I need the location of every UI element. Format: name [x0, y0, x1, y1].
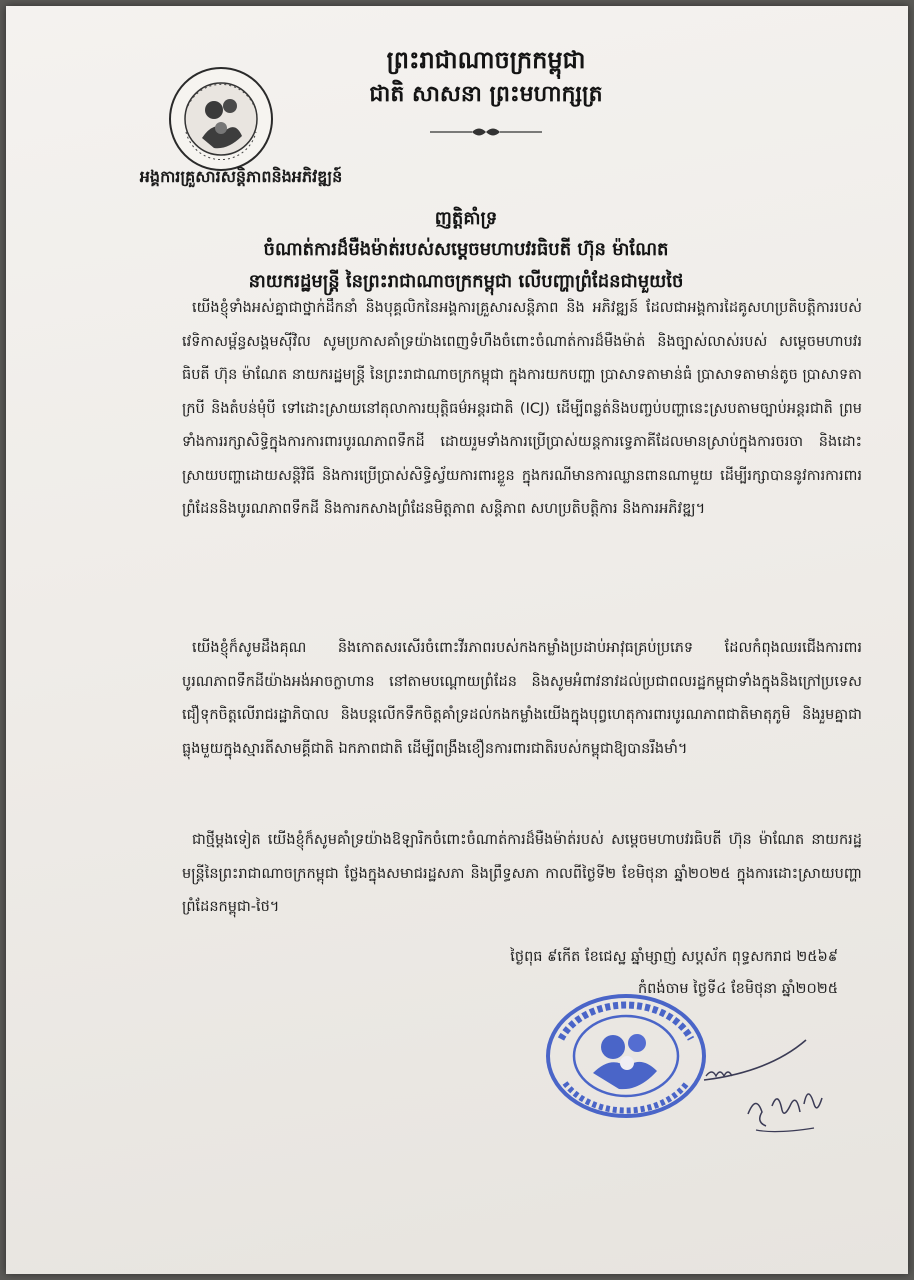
- document-title: [106, 204, 826, 298]
- kingdom-header: [306, 42, 666, 110]
- title-line-2: នាយករដ្ឋមន្ត្រី នៃព្រះរាជាណាចក្រកម្ពុជា លើបញ្ហាព្រំដែនជាមួយថៃ: [248, 271, 684, 292]
- kingdom-title: ព្រះរាជាណាចក្រកម្ពុជា: [386, 45, 586, 74]
- paragraph-3: ជាថ្មីម្តងទៀត យើងខ្ញុំក៏សូមគាំទ្រយ៉ាងឱឡារិកចំពោះចំណាត់ការដ៏មឺងម៉ាត់របស់ សម្តេចមហាបវរធិបតី ហ៊ុន ម៉ាណែត នាយករដ្ឋមន្ត្រីនៃព្រះរាជាណាចក្រកម្ពុជា ថ្លែងក្នុងសមាជរដ្ឋសភា និងព្រឹទ្ធសភា កាលពីថ្ងៃទី២ ខែមិថុនា ឆ្នាំ២០២៥ ក្នុងការដោះស្រាយបញ្ហាព្រំដែនកម្ពុជា-ថៃ។: [182, 832, 862, 915]
- paragraph-2: យើងខ្ញុំក៏សូមដឹងគុណ និងកោតសរសើរចំពោះវីរភាពរបស់កងកម្លាំងប្រដាប់អាវុធគ្រប់ប្រភេទ ដែលកំពុងឈរជើងការពារបូរណភាពទឹកដីយ៉ាងអង់អាចក្លាហាន នៅតាមបណ្តោយព្រំដែន និងសូមអំពាវនាវដល់ប្រជាពលរដ្ឋកម្ពុជាទាំងក្នុងនិងក្រៅប្រទេស ជឿទុកចិត្តលើរាជរដ្ឋាភិបាល និងបន្តលើកទឹកចិត្តគាំទ្រដល់កងកម្លាំងយើងក្នុងបុព្វហេតុការពារបូរណភាពជាតិមាតុភូមិ និងរួមគ្នាជាធ្លុងមួយក្នុងស្មារតីសាមគ្គីជាតិ ឯកភាពជាតិ ដើម្បីពង្រឹងខឿនការពារជាតិរបស់កម្ពុជាឱ្យបានរឹងមាំ។: [182, 640, 862, 757]
- organization-logo: [168, 66, 274, 172]
- title-heading: ញត្តិគាំទ្រ: [434, 208, 498, 229]
- kingdom-motto: ជាតិ សាសនា ព្រះមហាក្សត្រ: [369, 81, 603, 107]
- organization-name: អង្គការគ្រួសារសន្តិភាពនិងអភិវឌ្ឍន៍: [139, 167, 343, 186]
- document-page: [6, 6, 908, 1274]
- title-line-1: ចំណាត់ការដ៏មឺងម៉ាត់របស់សម្តេចមហាបវរធិបតី ហ៊ុន ម៉ាណែត: [263, 239, 669, 260]
- signature: [696, 1036, 846, 1136]
- paragraph-1: យើងខ្ញុំទាំងអស់គ្នាជាថ្នាក់ដឹកនាំ និងបុគ្គលិកនៃអង្គការគ្រួសារសន្តិភាព និង អភិវឌ្ឍន៍ ដែលជាអង្គការដៃគូសហប្រតិបត្តិការរបស់វេទិកាសម្ព័ន្ធសង្គមស៊ីវិល សូមប្រកាសគាំទ្រយ៉ាងពេញទំហឹងចំពោះចំណាត់ការដ៏មឺងម៉ាត់ និងច្បាស់លាស់របស់ សម្តេចមហាបវរធិបតី ហ៊ុន ម៉ាណែត នាយករដ្ឋមន្ត្រី នៃព្រះរាជាណាចក្រកម្ពុជា ក្នុងការយកបញ្ហា ប្រាសាទតាមាន់ធំ ប្រាសាទតាមាន់តូច ប្រាសាទតាក្របី និងតំបន់មុំបី ទៅដោះស្រាយនៅតុលាការយុត្តិធម៌អន្តរជាតិ (ICJ) ដើម្បីពន្លត់និងបញ្ចប់បញ្ហានេះស្របតាមច្បាប់អន្តរជាតិ ព្រមទាំងការរក្សាសិទ្ធិក្នុងការការពារបូរណភាពទឹកដី ដោយរួមទាំងការប្រើប្រាស់យន្តការទ្វេភាគីដែលមានស្រាប់ក្នុងការចរចា និងដោះស្រាយបញ្ហាដោយសន្តិវិធី និងការប្រើប្រាស់សិទ្ធិស្វ័យការពារខ្លួន ក្នុងករណីមានការឈ្លានពានណាមួយ ដើម្បីរក្សាបាននូវការការពារព្រំដែននិងបូរណភាពទឹកដី និងការកសាងព្រំដែនមិត្តភាព សន្តិភាព សហប្រតិបត្តិការ និងការអភិវឌ្ឍ។: [182, 300, 862, 517]
- place-date: កំពង់ចាម ថ្ងៃទី៤ ខែមិថុនា ឆ្នាំ២០២៥: [637, 981, 838, 997]
- organization-stamp: [541, 991, 711, 1121]
- lunar-date: ថ្ងៃពុធ ៩កើត ខែជេស្ឋ ឆ្នាំម្សាញ់ សប្តស័ក ពុទ្ធសករាជ ២៥៦៩: [510, 949, 838, 965]
- ornament-divider: [426, 124, 546, 140]
